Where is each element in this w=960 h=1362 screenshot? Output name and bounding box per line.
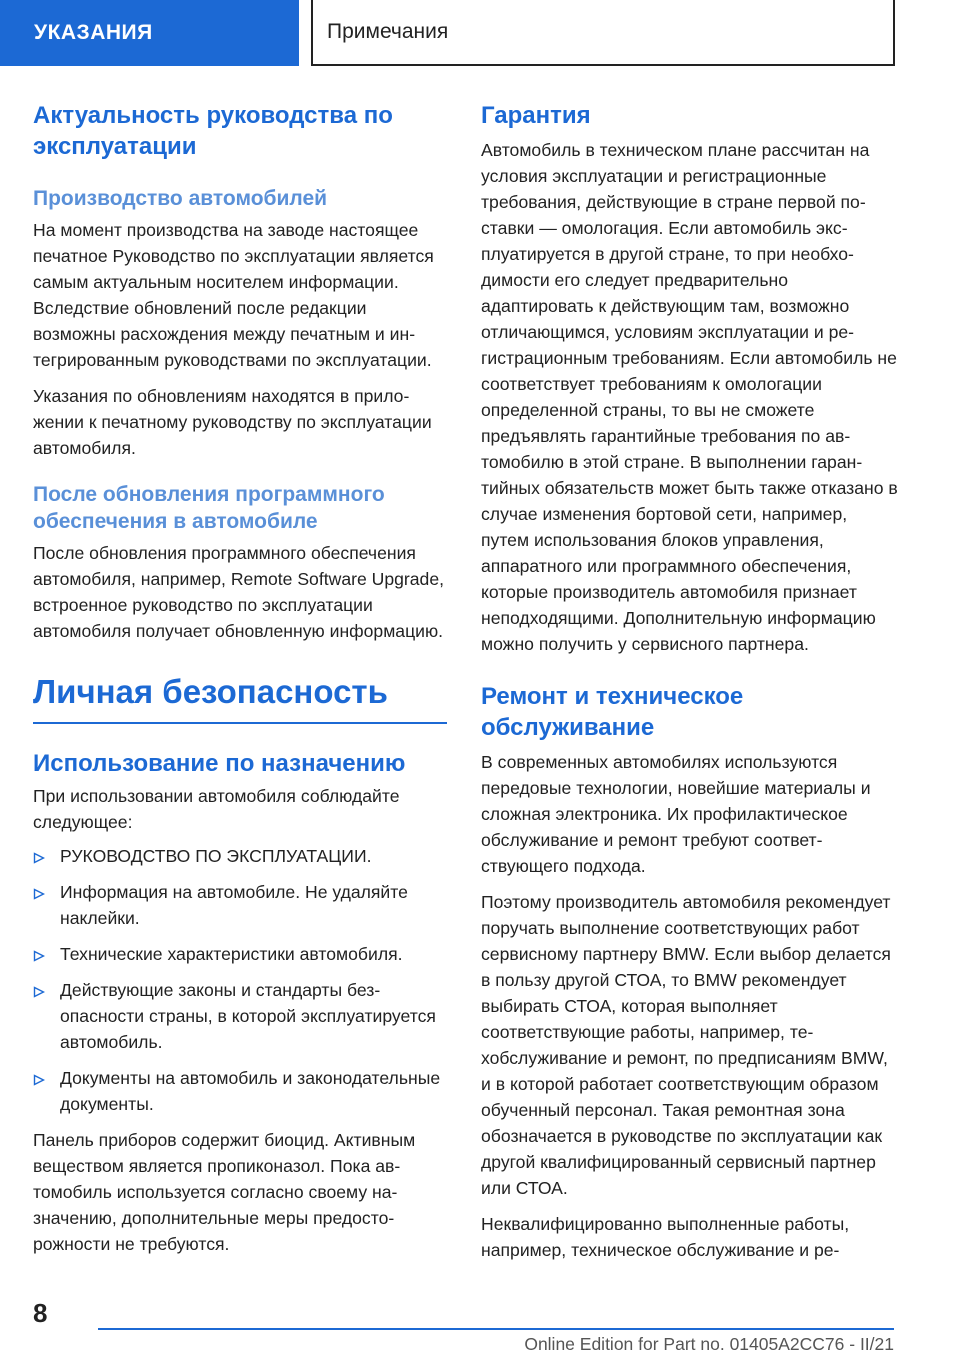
paragraph-repair-recommendation: Поэтому производитель автомобиля рекомендует поручать выполнение соответствующих работ сервисному партнеру BMW. Если выбор делается в пользу другой СТОА, то BMW рекомендует выбирать СТОА, которая выполняет соответствующие работы, например, техобслуживание и ремонт, по предписаниям BMW, и в которой работает соответствующим образом обученный персонал. Такая ремонтная зона обозначается в руководстве по эксплуатации как другой квалифицированный сервисный партнер или СТОА. <box>481 892 891 1198</box>
list-item <box>33 941 447 967</box>
right-column <box>481 100 899 1263</box>
subheading-software-update: После обновления программного обеспечения в автомобиле <box>33 483 385 533</box>
triangle-bullet-icon <box>33 950 45 962</box>
paragraph-warranty: Автомобиль в техническом плане рассчитан на условия эксплуатации и регистрационные требования, действующие в стране первой поставки — омологация. Если автомобиль эксплуатируется в другой стране, то при необходимости его следует предварительно адаптировать к действующим там, возможно отличающимся, условиям эксплуатации и регистрационным требованиям. Если автомобиль не соответствует требованиям к омологации определенной страны, то вы не сможете предъявлять гарантийные требования по автомобилю в этой стране. В выполнении гарантийных обязательств может быть также отказано в случае изменения бортовой сети, например, путем использования блоков управления, аппаратного или программного обеспечения, которые производитель автомобиля признает неподходящими. Дополнительную информацию можно получить у сервисного партнера. <box>481 140 898 654</box>
list-item-text: Информация на автомобиле. Не удаляйте наклейки. <box>60 882 408 928</box>
page-header <box>0 0 960 66</box>
chapter-title: Личная безопасность <box>33 673 388 710</box>
heading-manual-actuality: Актуальность руководства по эксплуатации <box>33 102 393 160</box>
paragraph-repair-unqualified: Неквалифицированно выполненные работы, например, техническое обслуживание и ре- <box>481 1214 850 1260</box>
list-item <box>33 843 447 869</box>
paragraph-production: На момент производства на заводе настоящее печатное Руководство по эксплуатации является самым актуальным носителем информации. Вследствие обновлений после редакции возможны расхождения между печатным и интегрированным руководствами по эксплуатации. <box>33 220 434 370</box>
triangle-bullet-icon <box>33 986 45 998</box>
paragraph-repair-intro: В современных автомобилях используются передовые технологии, новейшие материалы и сложная электроника. Их профилактическое обслуживание и ремонт требуют соответствующего подхода. <box>481 752 871 876</box>
triangle-bullet-icon <box>33 1074 45 1086</box>
list-item-text: Документы на автомобиль и законодательные документы. <box>60 1068 441 1114</box>
paragraph-updates-note: Указания по обновлениям находятся в приложении к печатному руководству по эксплуатации автомобиля. <box>33 386 432 458</box>
section-tab: УКАЗАНИЯ <box>0 0 299 66</box>
triangle-bullet-icon <box>33 888 45 900</box>
list-item-text: РУКОВОДСТВО ПО ЭКСПЛУАТАЦИИ. <box>60 846 372 866</box>
triangle-bullet-icon <box>33 852 45 864</box>
heading-warranty: Гарантия <box>481 102 591 129</box>
list-item-text: Действующие законы и стандарты безопасности страны, в которой эксплуатируется автомобиль. <box>60 980 436 1052</box>
heading-intended-use: Использование по назначению <box>33 750 406 777</box>
page-number: 8 <box>33 1298 48 1328</box>
heading-repair-maintenance: Ремонт и техническое обслуживание <box>481 683 744 741</box>
paragraph-software-update: После обновления программного обеспечения автомобиля, например, Remote Software Upgrade, встроенное руководство по эксплуатации автомобиля получает обновленную информацию. <box>33 543 445 641</box>
subheading-vehicle-production: Производство автомобилей <box>33 187 328 210</box>
footer-divider <box>98 1328 894 1330</box>
list-item <box>33 879 447 931</box>
paragraph-intended-intro: При использовании автомобиля соблюдайте следующее: <box>33 786 400 832</box>
list-item <box>33 1065 447 1117</box>
section-title: Примечания <box>311 0 895 66</box>
edition-text: Online Edition for Part no. 01405A2CC76 - II/21 <box>524 1334 894 1354</box>
list-item-text: Технические характеристики автомобиля. <box>60 944 403 964</box>
list-item <box>33 977 447 1055</box>
paragraph-dashboard-biocide: Панель приборов содержит биоцид. Активным веществом является пропиконазол. Пока автомобиль используется согласно своему назначению, дополнительные меры предосторожности не требуются. <box>33 1130 416 1254</box>
left-column <box>33 100 447 1257</box>
requirements-list <box>33 843 447 1117</box>
